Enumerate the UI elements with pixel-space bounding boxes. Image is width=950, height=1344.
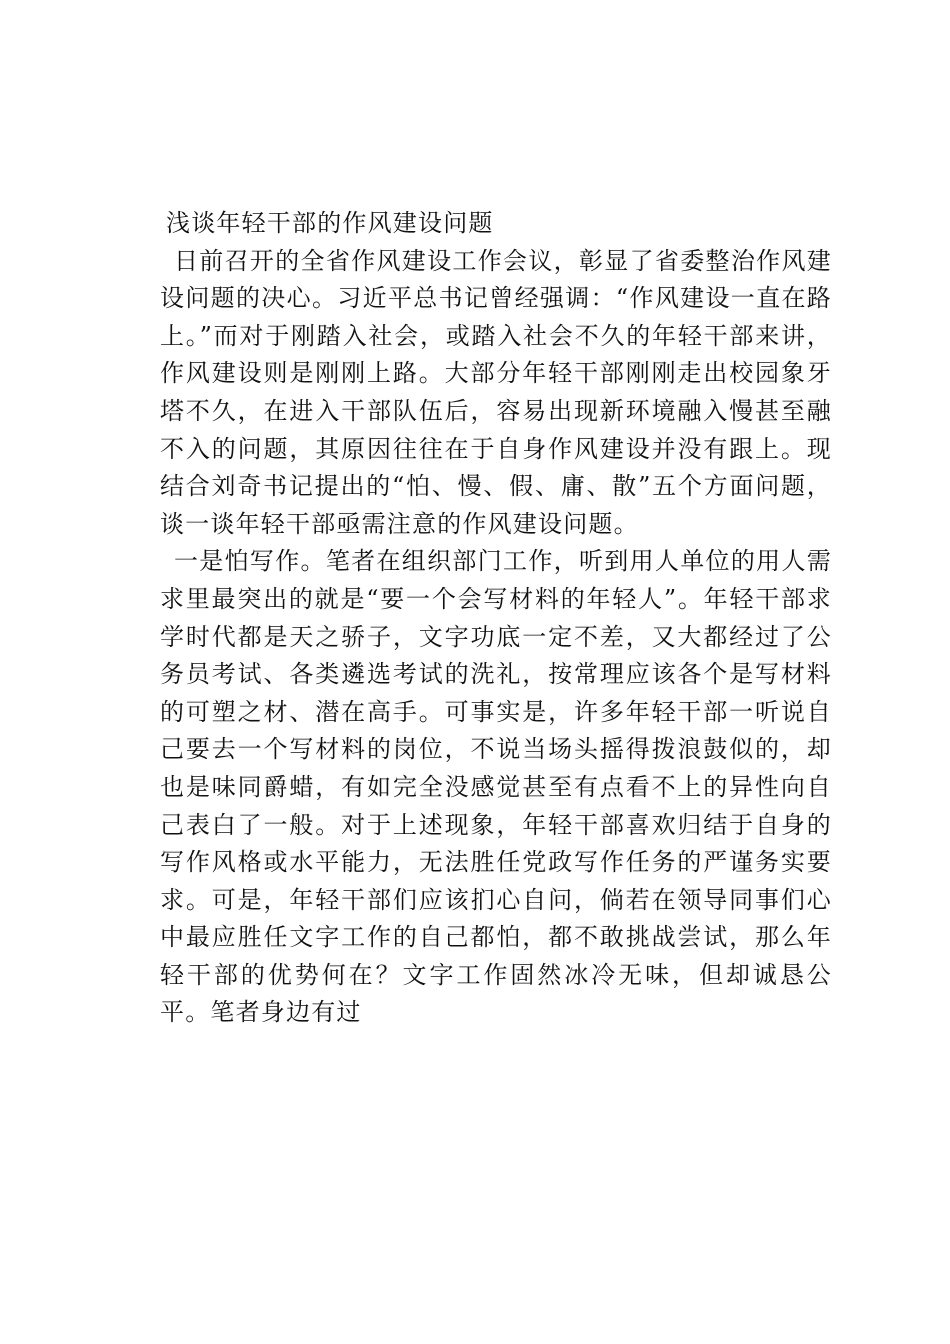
paragraph-fear-of-writing: 一是怕写作。笔者在组织部门工作，听到用人单位的用人需求里最突出的就是“要一个会写材料的年轻人”。年轻干部求学时代都是天之骄子，文字功底一定不差，又大都经过了公务员考试、各类遴选考试的洗礼，按常理应该各个是写材料的可塑之材、潜在高手。可事实是，许多年轻干部一听说自己要去一个写材料的岗位，不说当场头摇得拨浪鼓似的，却也是味同爵蜡，有如完全没感觉甚至有点看不上的异性向自己表白了一般。对于上述现象，年轻干部喜欢归结于自身的写作风格或水平能力，无法胜任党政写作任务的严谨务实要求。可是，年轻干部们应该扪心自问，倘若在领导同事们心中最应胜任文字工作的自己都怕，都不敢挑战尝试，那么年轻干部的优势何在？文字工作固然冰冷无味，但却诚恳公平。笔者身边有过: [160, 547, 832, 1027]
document-body: [160, 205, 832, 1032]
document-title: 浅谈年轻干部的作风建设问题: [166, 209, 494, 237]
paragraph-intro: 日前召开的全省作风建设工作会议，彰显了省委整治作风建设问题的决心。习近平总书记曾经强调：“作风建设一直在路上。”而对于刚踏入社会，或踏入社会不久的年轻干部来讲，作风建设则是刚刚上路。大部分年轻干部刚刚走出校园象牙塔不久，在进入干部队伍后，容易出现新环境融入慢甚至融不入的问题，其原因往往在于自身作风建设并没有跟上。现结合刘奇书记提出的“怕、慢、假、庸、散”五个方面问题，谈一谈年轻干部亟需注意的作风建设问题。: [160, 246, 832, 538]
